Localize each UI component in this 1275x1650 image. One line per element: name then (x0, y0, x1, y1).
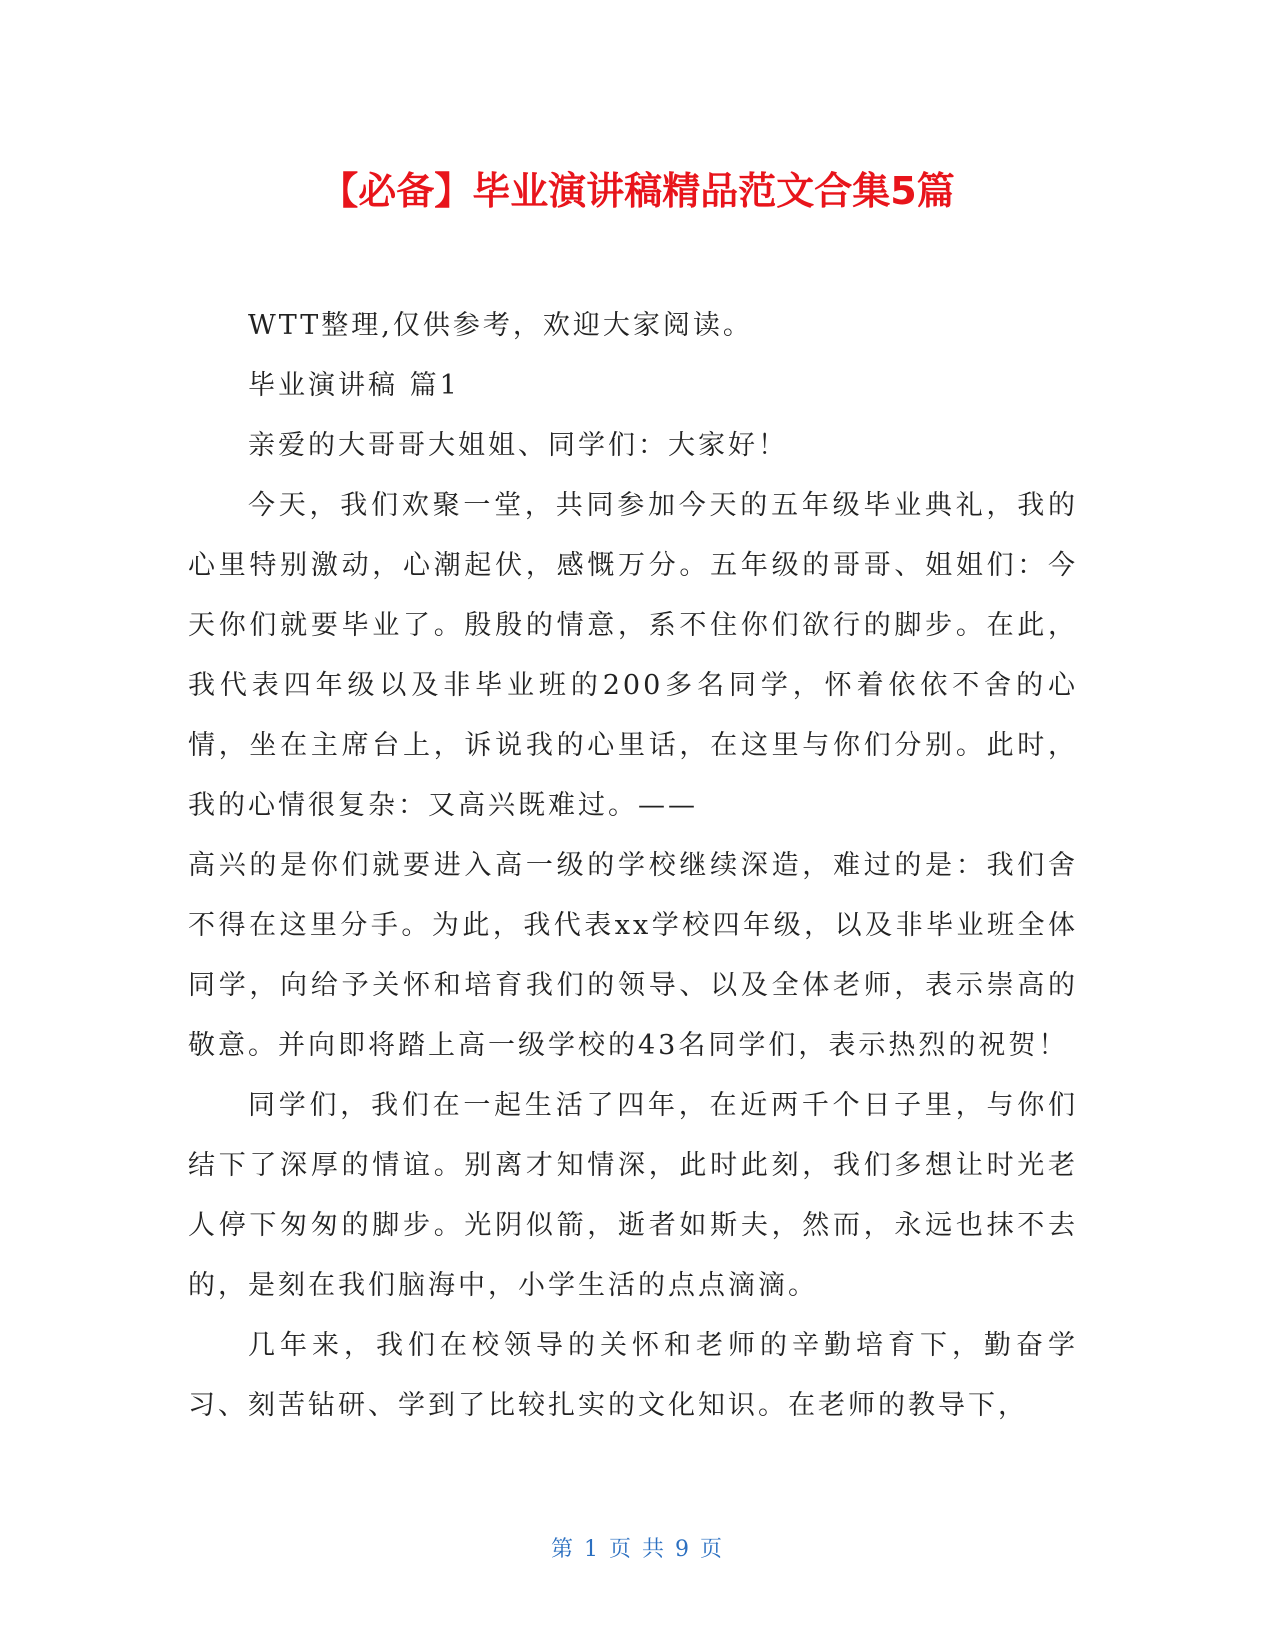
paragraph: 高兴的是你们就要进入高一级的学校继续深造，难过的是：我们舍不得在这里分手。为此，我代表xx学校四年级，以及非毕业班全体同学，向给予关怀和培育我们的领导、以及全体老师，表示崇高的敬意。并向即将踏上高一级学校的43名同学们，表示热烈的祝贺！ (188, 850, 1078, 1061)
page-footer: 第 1 页 共 9 页 (551, 1537, 724, 1562)
paragraph: 今天，我们欢聚一堂，共同参加今天的五年级毕业典礼，我的心里特别激动，心潮起伏，感慨万分。五年级的哥哥、姐姐们：今天你们就要毕业了。殷殷的情意，系不住你们欲行的脚步。在此，我代表四年级以及非毕业班的200多名同学，怀着依依不舍的心情，坐在主席台上，诉说我的心里话，在这里与你们分别。此时，我的心情很复杂：又高兴既难过。—— (188, 490, 1078, 821)
paragraph: 同学们，我们在一起生活了四年，在近两千个日子里，与你们结下了深厚的情谊。别离才知情深，此时此刻，我们多想让时光老人停下匆匆的脚步。光阴似箭，逝者如斯夫，然而，永远也抹不去的，是刻在我们脑海中，小学生活的点点滴滴。 (188, 1090, 1078, 1301)
paragraph: 几年来，我们在校领导的关怀和老师的辛勤培育下，勤奋学习、刻苦钻研、学到了比较扎实的文化知识。在老师的教导下， (188, 1330, 1078, 1421)
document-body (188, 296, 1078, 1436)
salutation: 亲爱的大哥哥大姐姐、同学们：大家好！ (248, 430, 788, 461)
intro-note: WTT整理,仅供参考，欢迎大家阅读。 (248, 310, 753, 341)
document-title: 【必备】毕业演讲稿精品范文合集5篇 (320, 169, 955, 213)
section-heading: 毕业演讲稿 篇1 (248, 370, 460, 401)
